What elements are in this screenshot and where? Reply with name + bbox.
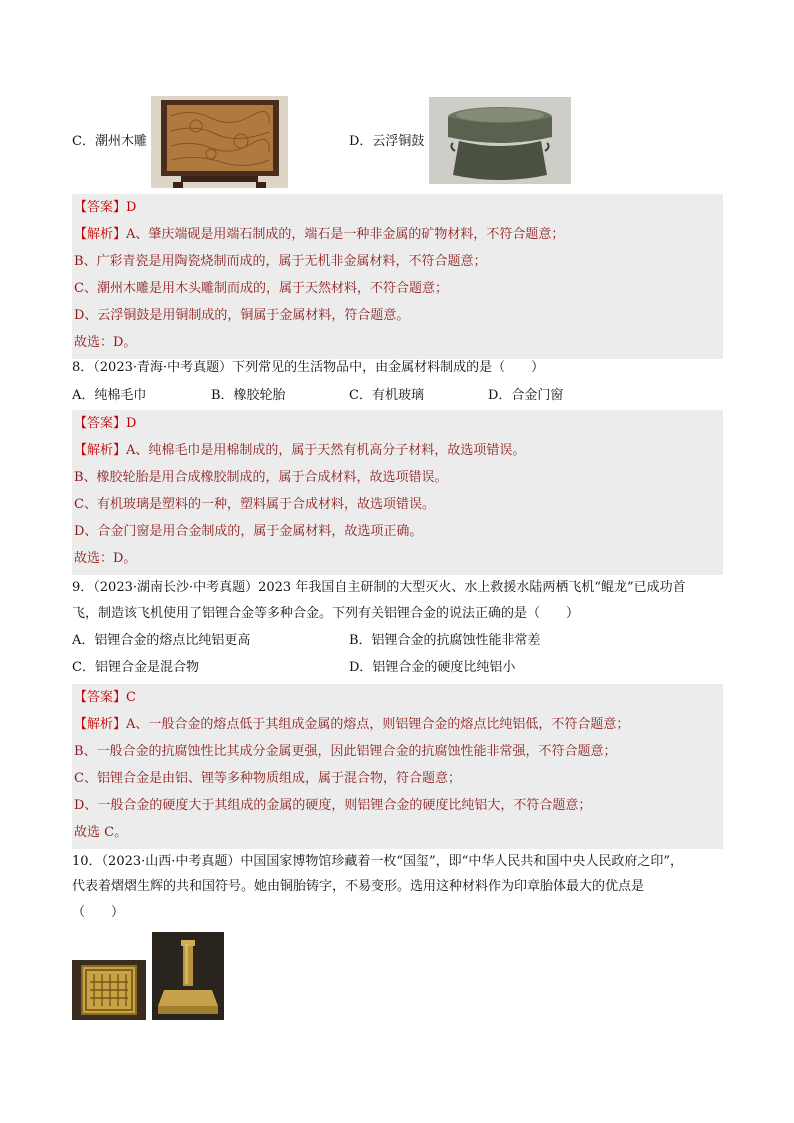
answer-label: 【答案】D: [74, 416, 137, 431]
analysis-conclusion: 故选：D。: [74, 551, 137, 566]
answer-label: 【答案】D: [74, 200, 137, 215]
analysis-conclusion: 故选 C。: [74, 825, 128, 840]
q8-option-d: D．合金门窗: [488, 388, 564, 403]
analysis-line: A、肇庆端砚是用端石制成的，端石是一种非金属的矿物材料，不符合题意；: [126, 227, 565, 242]
wood-carving-screen-image: [151, 96, 288, 188]
analysis-line: C、铝锂合金是由铝、锂等多种物质组成，属于混合物，符合题意；: [74, 771, 461, 786]
analysis-line: D、云浮铜鼓是用铜制成的，铜属于金属材料，符合题意。: [74, 308, 410, 323]
answer-block-q8: [72, 410, 723, 575]
question-9-stem-line1: 9．（2023·湖南长沙·中考真题）2023 年我国自主研制的大型灭火、水上救援水陆两栖飞机“鲲龙”已成功首: [72, 580, 686, 595]
q8-option-a: A．纯棉毛巾: [72, 388, 147, 403]
analysis-line: D、一般合金的硬度大于其组成的金属的硬度，则铝锂合金的硬度比纯铝大，不符合题意；: [74, 798, 592, 813]
answer-block-q7: [72, 194, 723, 359]
q8-option-c: C．有机玻璃: [349, 388, 424, 403]
question-8-stem: 8．（2023·青海·中考真题）下列常见的生活物品中，由金属材料制成的是（ ）: [72, 360, 545, 375]
analysis-line: B、广彩青瓷是用陶瓷烧制而成的，属于无机非金属材料，不符合题意；: [74, 254, 487, 269]
question-9-stem-line2: 飞，制造该飞机使用了铝锂合金等多种合金。下列有关铝锂合金的说法正确的是（ ）: [72, 606, 580, 621]
q8-option-b: B．橡胶轮胎: [211, 388, 286, 403]
option-c-previous: C．潮州木雕: [72, 134, 147, 149]
bronze-drum-image: [429, 97, 571, 184]
analysis-conclusion: 故选：D。: [74, 335, 137, 350]
q9-option-b: B．铝锂合金的抗腐蚀性能非常差: [349, 633, 541, 648]
q9-option-a: A．铝锂合金的熔点比纯铝更高: [72, 633, 251, 648]
analysis-line: D、合金门窗是用合金制成的，属于金属材料，故选项正确。: [74, 524, 423, 539]
answer-block-q9: [72, 684, 723, 849]
analysis-line: B、一般合金的抗腐蚀性比其成分金属更强，因此铝锂合金的抗腐蚀性能非常强，不符合题意；: [74, 744, 617, 759]
question-10-stem-line1: 10．（2023·山西·中考真题）中国国家博物馆珍藏着一枚“国玺”，即“中华人民共和国中央人民政府之印”，: [72, 854, 683, 869]
bronze-seal-image: [152, 932, 224, 1020]
analysis-label: 【解析】: [74, 227, 127, 242]
analysis-line: A、纯棉毛巾是用棉制成的，属于天然有机高分子材料，故选项错误。: [126, 443, 526, 458]
q9-option-c: C．铝锂合金是混合物: [72, 660, 199, 675]
seal-imprint-image: [72, 960, 146, 1020]
option-d-previous: D．云浮铜鼓: [349, 134, 425, 149]
analysis-line: A、一般合金的熔点低于其组成金属的熔点，则铝锂合金的熔点比纯铝低，不符合题意；: [126, 717, 630, 732]
question-10-stem-line2: 代表着熠熠生辉的共和国符号。她由铜胎铸字，不易变形。选用这种材料作为印章胎体最大的优点是: [72, 879, 645, 894]
analysis-line: C、有机玻璃是塑料的一种，塑料属于合成材料，故选项错误。: [74, 497, 435, 512]
analysis-line: C、潮州木雕是用木头雕制而成的，属于天然材料，不符合题意；: [74, 281, 448, 296]
question-10-stem-line3: （ ）: [72, 905, 125, 920]
analysis-line: B、橡胶轮胎是用合成橡胶制成的，属于合成材料，故选项错误。: [74, 470, 448, 485]
analysis-label: 【解析】: [74, 717, 127, 732]
q9-option-d: D．铝锂合金的硬度比纯铝小: [349, 660, 516, 675]
answer-label: 【答案】C: [74, 690, 136, 705]
analysis-label: 【解析】: [74, 443, 127, 458]
